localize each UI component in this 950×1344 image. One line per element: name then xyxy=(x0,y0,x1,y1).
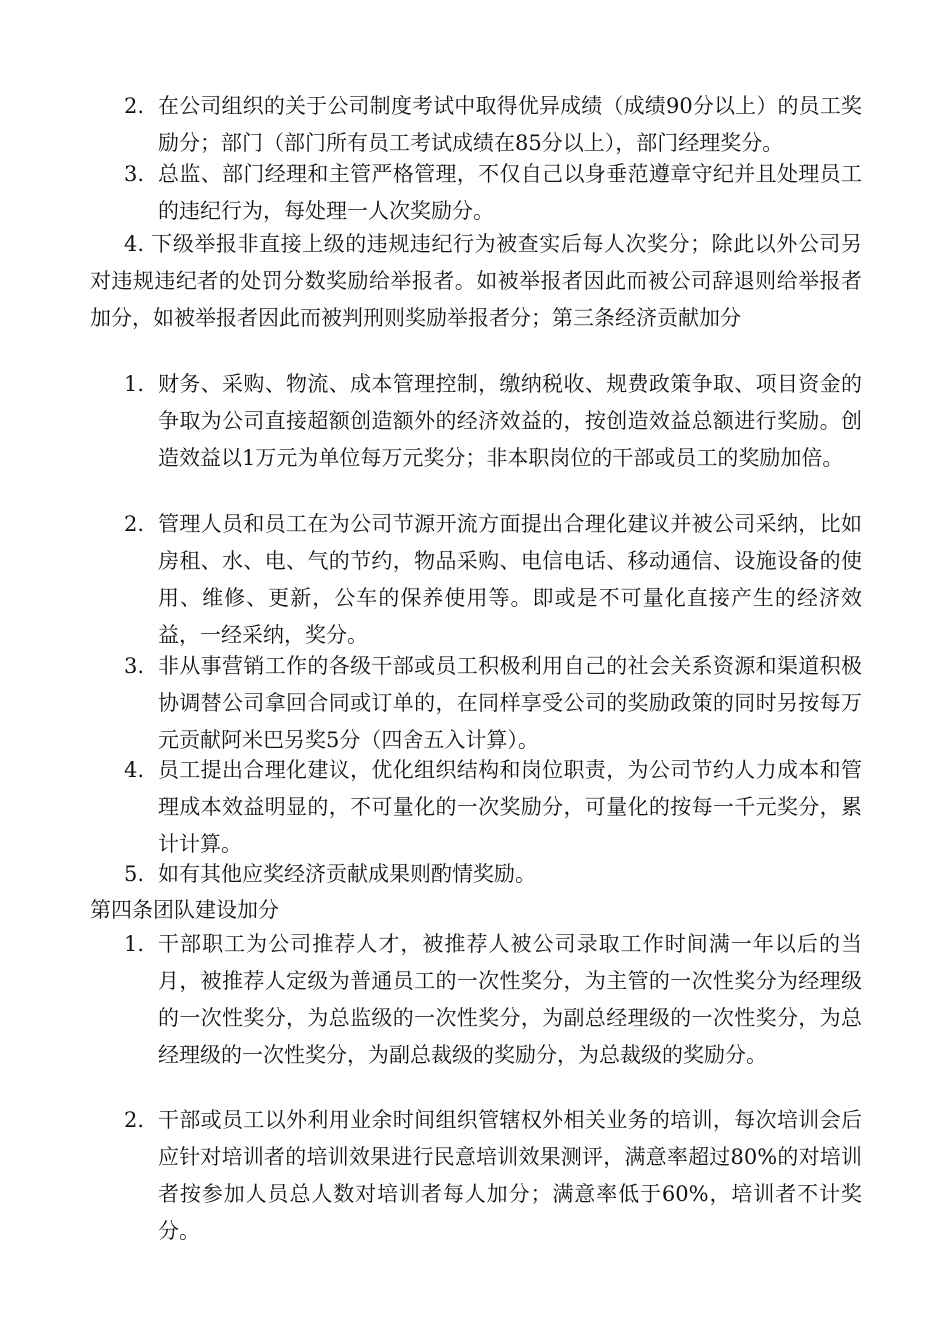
item-text: 总监、部门经理和主管严格管理，不仅自己以身垂范遵章守纪并且处理员工的违纪行为，每处理一人次奖励分。 xyxy=(158,162,862,223)
item-number: 2. xyxy=(124,512,145,536)
item-text: 财务、采购、物流、成本管理控制，缴纳税收、规费政策争取、项目资金的争取为公司直接超额创造额外的经济效益的，按创造效益总额进行奖励。创造效益以1万元为单位每万元奖分；非本职岗位的干部或员工的奖励加倍。 xyxy=(158,372,862,470)
item-text: 如有其他应奖经济贡献成果则酌情奖励。 xyxy=(158,862,536,886)
list-item xyxy=(124,156,862,230)
list-item xyxy=(124,926,862,1074)
item-text: 非从事营销工作的各级干部或员工积极利用自己的社会关系资源和渠道积极协调替公司拿回合同或订单的，在同样享受公司的奖励政策的同时另按每万元贡献阿米巴另奖5分（四舍五入计算）。 xyxy=(158,654,862,752)
list-item xyxy=(124,1102,862,1250)
item-text: 干部或员工以外利用业余时间组织管辖权外相关业务的培训，每次培训会后应针对培训者的培训效果进行民意培训效果测评，满意率超过80%的对培训者按参加人员总人数对培训者每人加分；满意率低于60%，培训者不计奖分。 xyxy=(158,1108,862,1243)
item-number: 4. xyxy=(124,758,145,782)
section-heading: 第四条团队建设加分 xyxy=(90,898,279,922)
list-item xyxy=(124,752,862,863)
item-number: 1. xyxy=(124,932,145,956)
item-number: 1. xyxy=(124,372,145,396)
item-text: 在公司组织的关于公司制度考试中取得优异成绩（成绩90分以上）的员工奖励分；部门（部门所有员工考试成绩在85分以上），部门经理奖分。 xyxy=(158,94,862,155)
list-item xyxy=(124,88,862,162)
list-item xyxy=(124,506,862,654)
item-number: 3. xyxy=(124,162,145,186)
item-number: 3. xyxy=(124,654,145,678)
list-item xyxy=(124,648,862,759)
item-number: 2. xyxy=(124,1108,145,1132)
list-item xyxy=(124,366,862,477)
item-number: 5. xyxy=(124,862,145,886)
item-text: 管理人员和员工在为公司节源开流方面提出合理化建议并被公司采纳，比如房租、水、电、气的节约，物品采购、电信电话、移动通信、设施设备的使用、维修、更新，公车的保养使用等。即或是不可量化直接产生的经济效益，一经采纳，奖分。 xyxy=(158,512,862,647)
item-text: 员工提出合理化建议，优化组织结构和岗位职责，为公司节约人力成本和管理成本效益明显的，不可量化的一次奖励分，可量化的按每一千元奖分，累计计算。 xyxy=(158,758,862,856)
item-number: 2. xyxy=(124,94,145,118)
item-text: 干部职工为公司推荐人才，被推荐人被公司录取工作时间满一年以后的当月，被推荐人定级为普通员工的一次性奖分，为主管的一次性奖分为经理级的一次性奖分，为总监级的一次性奖分，为副总经理级的一次性奖分，为总经理级的一次性奖分，为副总裁级的奖励分，为总裁级的奖励分。 xyxy=(158,932,862,1067)
item-4-paragraph: 4. 下级举报非直接上级的违规违纪行为被查实后每人次奖分；除此以外公司另对违规违纪者的处罚分数奖励给举报者。如被举报者因此而被公司辞退则给举报者加分，如被举报者因此而被判刑则奖励举报者分；第三条经济贡献加分 xyxy=(90,232,862,330)
list-item xyxy=(124,856,862,893)
